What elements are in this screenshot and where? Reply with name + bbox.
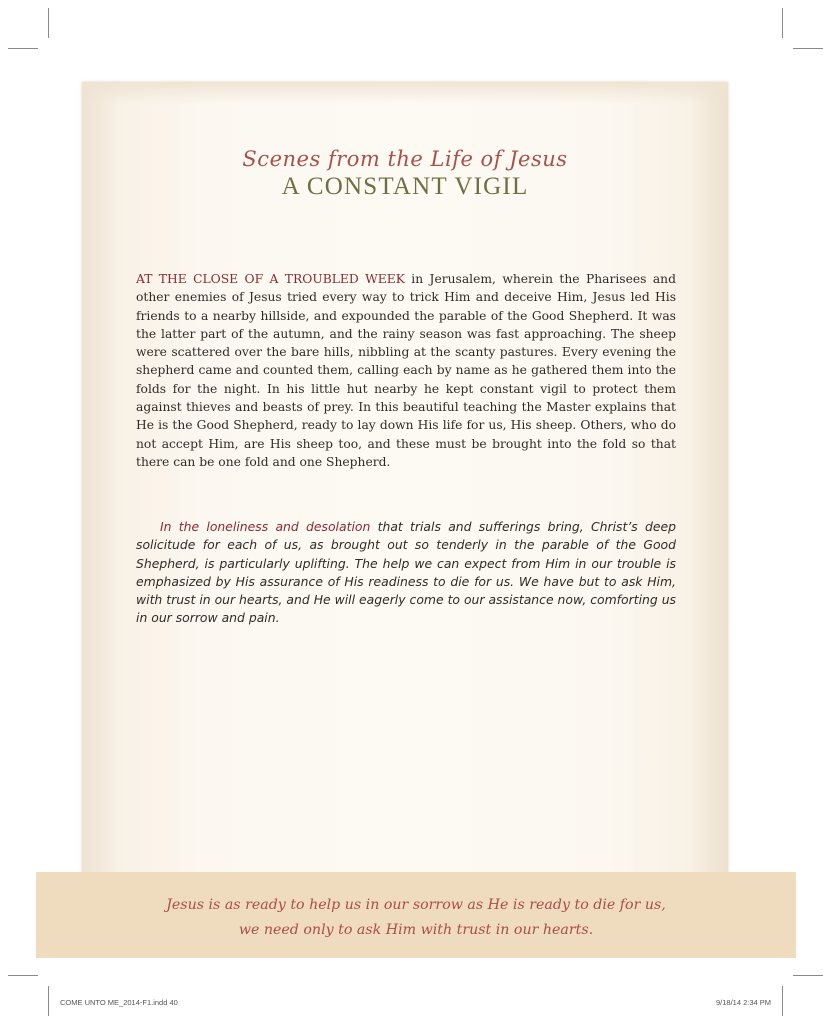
paragraph-text: that trials and sufferings bring, Christ’s deep solicitude for each of us, as brought out so tenderly in the parable of the Good Shepherd, is particularly uplifting. The help we can expect from Him in our trouble is emphasized by His assurance of His readiness to die for us. We have but to ask Him, with trust in our hearts, and He will eagerly come to our assistance now, comforting us in our sorrow and pain. bbox=[136, 519, 676, 626]
parchment-panel bbox=[82, 82, 728, 882]
crop-mark bbox=[8, 975, 38, 976]
crop-mark bbox=[793, 975, 823, 976]
pull-quote bbox=[36, 893, 796, 943]
series-title: Scenes from the Life of Jesus bbox=[242, 147, 568, 171]
page-title: A CONSTANT VIGIL bbox=[281, 173, 529, 200]
body-paragraph-1 bbox=[136, 270, 676, 471]
page-heading bbox=[82, 147, 728, 201]
crop-mark bbox=[8, 48, 38, 49]
quote-band bbox=[36, 872, 796, 958]
paragraph-text: in Jerusalem, wherein the Pharisees and other enemies of Jesus tried every way to trick Him and deceive Him, Jesus led His friends to a nearby hillside, and expounded the parable of the Good Shepherd. It was the latter part of the autumn, and the rainy season was fast approaching. The sheep were scattered over the bare hills, nibbling at the scanty pastures. Every evening the shepherd came and counted them, calling each by name as he gathered them into the folds for the night. In his little hut nearby he kept constant vigil to protect them against thieves and beasts of prey. In this beautiful teaching the Master explains that He is the Good Shepherd, ready to lay down His life for us, His sheep. Others, who do not accept Him, are His sheep too, and these must be brought into the fold so that there can be one fold and one Shepherd. bbox=[136, 272, 676, 469]
paragraph-lead: In the loneliness and desolation bbox=[160, 519, 371, 534]
body-paragraph-2 bbox=[136, 518, 676, 628]
crop-mark bbox=[48, 986, 49, 1016]
parchment-edge bbox=[82, 82, 728, 104]
crop-mark bbox=[793, 48, 823, 49]
crop-mark bbox=[782, 8, 783, 38]
quote-line-2: we need only to ask Him with trust in our hearts. bbox=[238, 922, 594, 938]
slug-timestamp: 9/18/14 2:34 PM bbox=[716, 998, 772, 1007]
slug-file-info: COME UNTO ME_2014-F1.indd 40 bbox=[60, 998, 178, 1007]
crop-mark bbox=[48, 8, 49, 38]
crop-mark bbox=[782, 986, 783, 1016]
quote-line-1: Jesus is as ready to help us in our sorrow as He is ready to die for us, bbox=[166, 897, 666, 913]
paragraph-lead: AT THE CLOSE OF A TROUBLED WEEK bbox=[136, 272, 405, 286]
